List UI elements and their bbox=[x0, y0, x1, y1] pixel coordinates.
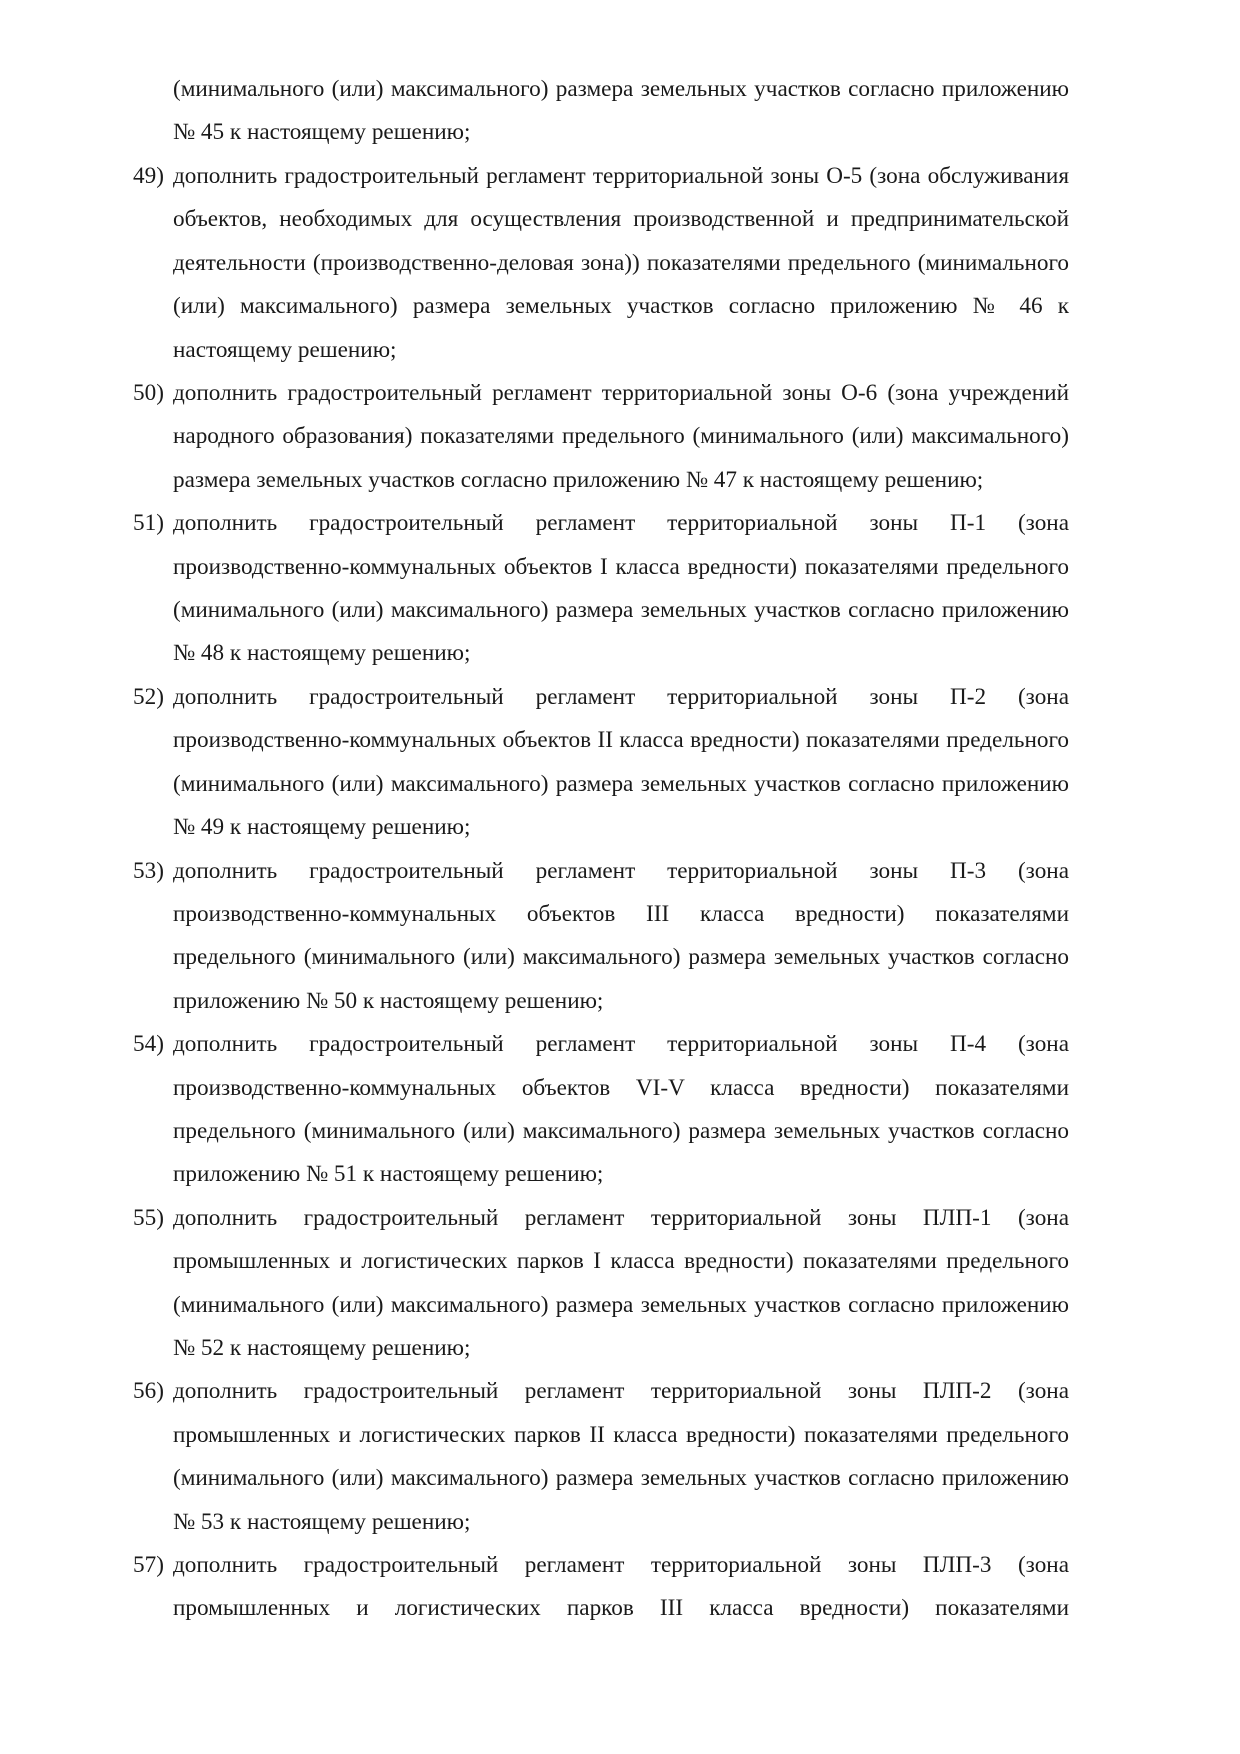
list-item-57 bbox=[0, 1544, 1069, 1631]
item-text: дополнить градостроительный регламент территориальной зоны П-2 (зона производственно-коммунальных объектов II класса вредности) показателями предельного (минимального (или) максимального) размера земельных участков согласно приложению № 49 к настоящему решению; bbox=[173, 683, 1069, 841]
item-text: дополнить градостроительный регламент территориальной зоны О-5 (зона обслуживания объектов, необходимых для осуществления производственной и предпринимательской деятельности (производственно-деловая зона)) показателями предельного (минимального (или) максимального) размера земельных участков согласно приложению № 46 к настоящему решению; bbox=[173, 163, 1069, 363]
list-item-53 bbox=[0, 850, 1069, 1024]
list-item-56 bbox=[0, 1370, 1069, 1544]
numbered-item-list bbox=[0, 155, 1240, 1631]
list-item-55 bbox=[0, 1197, 1069, 1371]
item-number: 50) bbox=[133, 380, 164, 407]
item-number: 52) bbox=[133, 683, 164, 710]
item-text: дополнить градостроительный регламент территориальной зоны ПЛП-2 (зона промышленных и логистических парков II класса вредности) показателями предельного (минимального (или) максимального) размера земельных участков согласно приложению № 53 к настоящему решению; bbox=[173, 1378, 1069, 1535]
item-text: дополнить градостроительный регламент территориальной зоны П-1 (зона производственно-коммунальных объектов I класса вредности) показателями предельного (минимального (или) максимального) размера земельных участков согласно приложению № 48 к настоящему решению; bbox=[173, 510, 1069, 667]
item-number: 54) bbox=[133, 1031, 164, 1058]
list-item-51 bbox=[0, 502, 1069, 676]
list-item-52 bbox=[0, 676, 1069, 850]
item-number: 49) bbox=[133, 163, 164, 189]
list-item-50 bbox=[0, 372, 1069, 502]
item-number: 51) bbox=[133, 510, 164, 537]
item-number: 56) bbox=[133, 1378, 164, 1405]
item-number: 53) bbox=[133, 857, 164, 884]
item-number: 57) bbox=[133, 1552, 164, 1578]
item-text: дополнить градостроительный регламент территориальной зоны ПЛП-1 (зона промышленных и логистических парков I класса вредности) показателями предельного (минимального (или) максимального) размера земельных участков согласно приложению № 52 к настоящему решению; bbox=[173, 1204, 1069, 1361]
item-text: дополнить градостроительный регламент территориальной зоны ПЛП-3 (зона промышленных и логистических парков III класса вредности) показателями bbox=[173, 1552, 1069, 1622]
item-number: 55) bbox=[133, 1204, 164, 1231]
list-item-49 bbox=[0, 155, 1069, 372]
continuation-paragraph: (минимального (или) максимального) размера земельных участков согласно приложению № 45 к настоящему решению; bbox=[173, 76, 1069, 146]
item-text: дополнить градостроительный регламент территориальной зоны О-6 (зона учреждений народного образования) показателями предельного (минимального (или) максимального) размера земельных участков согласно приложению № 47 к настоящему решению; bbox=[173, 380, 1069, 493]
item-text: дополнить градостроительный регламент территориальной зоны П-4 (зона производственно-коммунальных объектов VI-V класса вредности) показателями предельного (минимального (или) максимального) размера земельных участков согласно приложению № 51 к настоящему решению; bbox=[173, 1031, 1069, 1188]
item-text: дополнить градостроительный регламент территориальной зоны П-3 (зона производственно-коммунальных объектов III класса вредности) показателями предельного (минимального (или) максимального) размера земельных участков согласно приложению № 50 к настоящему решению; bbox=[173, 857, 1069, 1014]
list-item-54 bbox=[0, 1023, 1069, 1197]
